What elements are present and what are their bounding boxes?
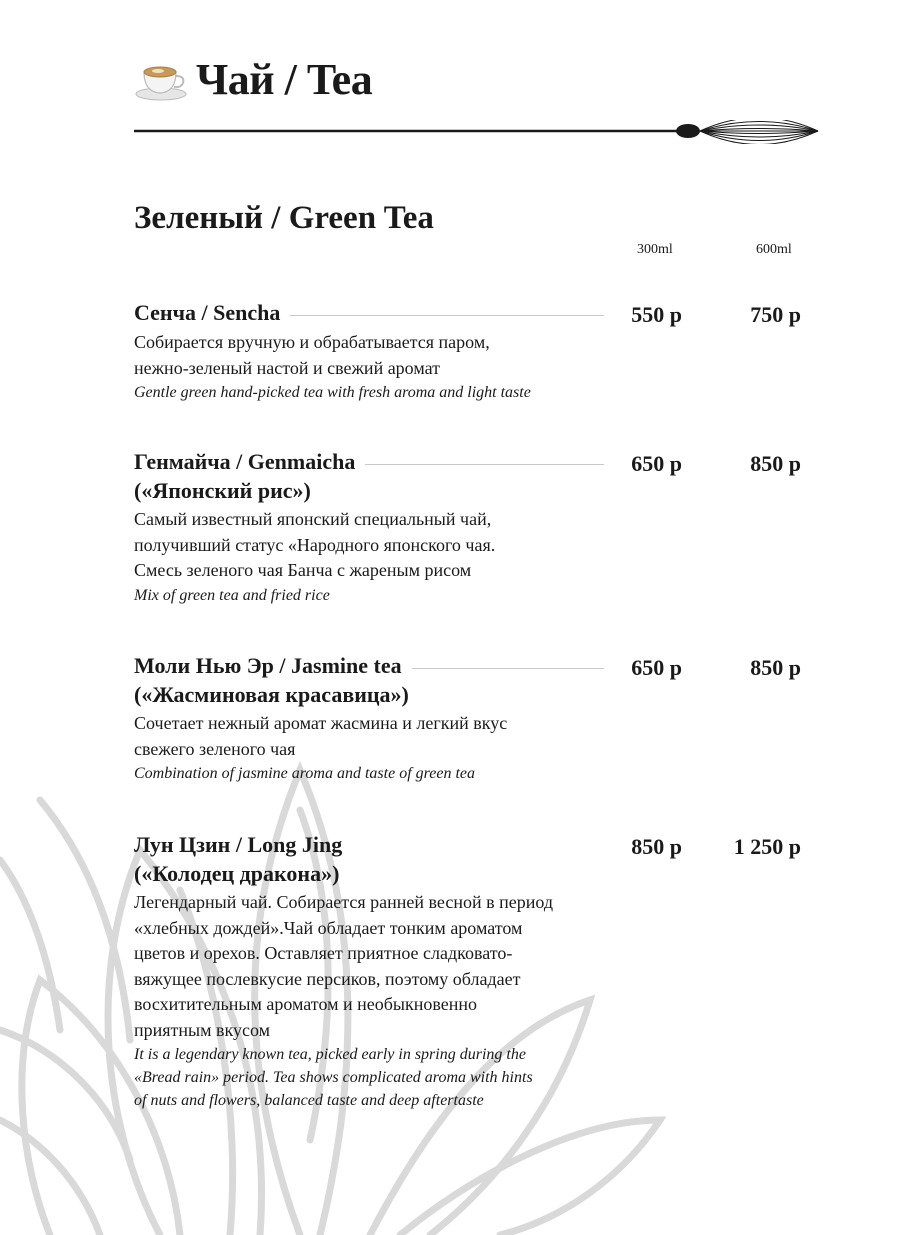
item-description-en: Combination of jasmine aroma and taste of green tea [134,765,476,782]
item-name: Моли Нью Эр / Jasmine tea [134,653,402,678]
item-description-en: Gentle green hand-picked tea with fresh aroma and light taste [134,384,531,401]
size-label-large: 600ml [756,242,792,257]
menu-item-genmaicha [134,447,604,607]
item-description-en: Mix of green tea and fried rice [134,586,330,604]
item-name: Сенча / Sencha [134,300,281,325]
price-small: 550 р [631,302,682,327]
header-divider [134,120,824,144]
price-small: 850 р [631,834,682,859]
page-title: Чай / Tea [196,55,373,104]
item-subtitle: («Жасминовая красавица») [134,682,409,707]
price-large: 750 р [750,302,801,327]
leader-line [412,668,604,669]
menu-item-jasmine [134,651,604,785]
price-large: 850 р [750,655,801,680]
menu-item-sencha [134,298,604,404]
price-small: 650 р [631,655,682,680]
size-label-small: 300ml [637,242,673,257]
item-description-ru: Сочетает нежный аромат жасмина и легкий вкус свежего зеленого чая [134,713,508,759]
menu-item-long-jing [134,830,604,1112]
leader-line [365,464,604,465]
price-small: 650 р [631,451,682,476]
price-large: 1 250 р [733,834,801,859]
item-description-ru: Собирается вручную и обрабатывается паром, нежно-зеленый настой и свежий аромат [134,332,490,378]
leader-line [290,315,604,316]
item-name: Генмайча / Genmaicha [134,449,356,474]
item-description-en: It is a legendary known tea, picked early in spring during the «Bread rain» period. Tea shows complicated aroma with hints of nuts and flowers, balanced taste and deep aftertaste [134,1046,533,1109]
item-subtitle: («Японский рис») [134,478,311,503]
price-large: 850 р [750,451,801,476]
item-description-ru: Самый известный японский специальный чай, получивший статус «Народного японского чая. Смесь зеленого чая Банча с жареным рисом [134,509,496,580]
section-title: Зеленый / Green Tea [134,200,434,236]
item-name: Лун Цзин / Long Jing [134,832,343,857]
tea-cup-icon [134,58,188,102]
item-description-ru: Легендарный чай. Собирается ранней весной в период «хлебных дождей».Чай обладает тонким ароматом цветов и орехов. Оставляет приятное сладковато- вяжущее послевкусие персиков, поэтому обладает восхитительным ароматом и необыкновенно приятным вкусом [134,892,554,1040]
item-subtitle: («Колодец дракона») [134,861,340,886]
